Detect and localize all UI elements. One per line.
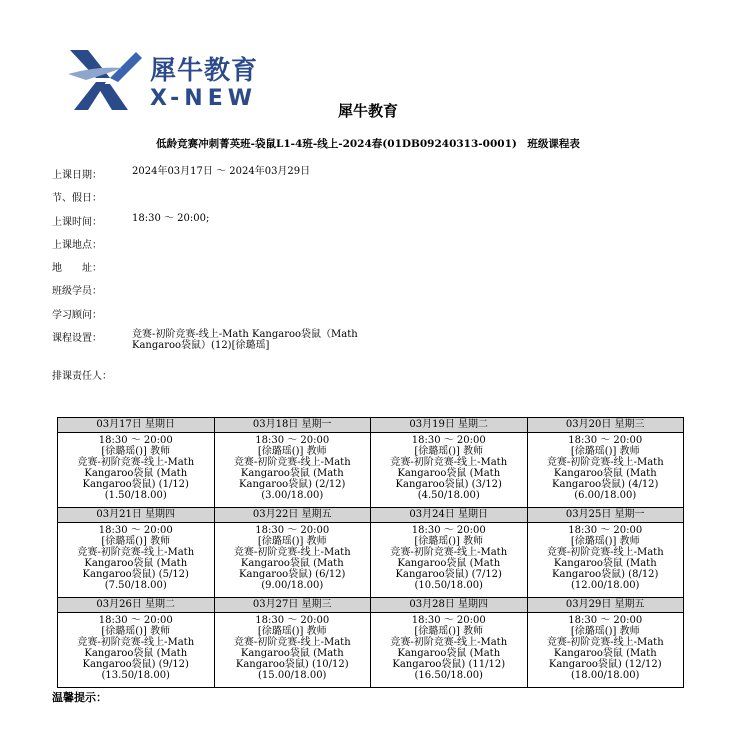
course-line-1: 竞赛-初阶竞赛-线上-Math Kangaroo袋鼠（Math (132, 329, 358, 341)
session-cell (214, 523, 371, 598)
info-row (52, 259, 692, 282)
session-course1: 竞赛-初阶竞赛-线上-Math (233, 547, 351, 558)
session-course3: Kangaroo袋鼠) (6/12) (239, 569, 346, 580)
session-course2: Kangaroo袋鼠 (Math (397, 558, 501, 569)
session-course2: Kangaroo袋鼠 (Math (553, 468, 657, 479)
session-date: 03月20日 星期三 (527, 418, 684, 433)
tip-label: 温馨提示： (52, 691, 107, 704)
session-hours: (1.50/18.00) (104, 490, 167, 501)
session-time: 18:30 ～ 20:00 (255, 435, 330, 446)
session-hours: (3.00/18.00) (261, 490, 324, 501)
session-cell (58, 433, 215, 508)
session-course2: Kangaroo袋鼠 (Math (553, 648, 657, 659)
session-hours: (16.50/18.00) (414, 670, 483, 681)
session-cell (371, 433, 528, 508)
session-course1: 竞赛-初阶竞赛-线上-Math (546, 547, 664, 558)
info-row (52, 236, 692, 259)
session-teacher: [徐璐瑶()] 教师 (414, 446, 484, 457)
session-course1: 竞赛-初阶竞赛-线上-Math (390, 547, 508, 558)
session-hours: (13.50/18.00) (101, 670, 170, 681)
session-course2: Kangaroo袋鼠 (Math (84, 648, 188, 659)
info-label: 排课责任人： (52, 371, 112, 383)
session-time: 18:30 ～ 20:00 (568, 525, 643, 536)
session-date: 03月26日 星期二 (58, 598, 215, 613)
session-teacher: [徐璐瑶()] 教师 (101, 536, 171, 547)
info-row (52, 213, 692, 236)
session-course3: Kangaroo袋鼠) (3/12) (395, 479, 502, 490)
info-row (52, 282, 692, 305)
info-label: 上课地点： (52, 239, 102, 251)
schedule-header-row (58, 508, 684, 523)
schedule-header-row (58, 598, 684, 613)
session-course1: 竞赛-初阶竞赛-线上-Math (233, 457, 351, 468)
session-course1: 竞赛-初阶竞赛-线上-Math (546, 457, 664, 468)
info-label: 班级学员： (52, 286, 102, 298)
brand-sub: X-NEW (150, 86, 258, 111)
info-label: 学习顾问： (52, 309, 102, 321)
info-label: 地 址： (52, 263, 102, 275)
session-teacher: [徐璐瑶()] 教师 (414, 536, 484, 547)
session-hours: (18.00/18.00) (571, 670, 640, 681)
session-date: 03月28日 星期四 (371, 598, 528, 613)
session-date: 03月25日 星期一 (527, 508, 684, 523)
session-time: 18:30 ～ 20:00 (568, 615, 643, 626)
session-course3: Kangaroo袋鼠) (11/12) (392, 659, 506, 670)
session-time: 18:30 ～ 20:00 (411, 615, 486, 626)
session-cell (371, 613, 528, 688)
session-course2: Kangaroo袋鼠 (Math (553, 558, 657, 569)
info-label: 上课时间： (52, 216, 102, 228)
session-teacher: [徐璐瑶()] 教师 (101, 626, 171, 637)
org-name: 犀牛教育 (337, 102, 398, 120)
session-date: 03月18日 星期一 (214, 418, 371, 433)
info-row (52, 329, 692, 367)
info-value (132, 329, 692, 351)
session-course1: 竞赛-初阶竞赛-线上-Math (233, 637, 351, 648)
info-label: 课程设置： (52, 333, 102, 345)
session-course1: 竞赛-初阶竞赛-线上-Math (77, 637, 195, 648)
info-value: 18:30 ～ 20:00; (132, 212, 210, 224)
info-label: 上课日期： (52, 170, 102, 181)
session-cell (527, 523, 684, 598)
session-teacher: [徐璐瑶()] 教师 (414, 626, 484, 637)
brand-name: 犀牛教育 (150, 56, 259, 86)
session-course1: 竞赛-初阶竞赛-线上-Math (546, 637, 664, 648)
session-teacher: [徐璐瑶()] 教师 (101, 446, 171, 457)
session-cell (214, 613, 371, 688)
session-date: 03月29日 星期五 (527, 598, 684, 613)
session-time: 18:30 ～ 20:00 (98, 525, 173, 536)
course-line-2: Kangaroo袋鼠）(12)[徐璐瑶] (132, 340, 270, 352)
session-course2: Kangaroo袋鼠 (Math (84, 558, 188, 569)
info-value: 2024年03月17日 ～ 2024年03月29日 (132, 166, 311, 177)
session-hours: (15.00/18.00) (258, 670, 327, 681)
session-date: 03月19日 星期二 (371, 418, 528, 433)
session-time: 18:30 ～ 20:00 (98, 615, 173, 626)
session-hours: (6.00/18.00) (574, 490, 637, 501)
session-course2: Kangaroo袋鼠 (Math (84, 468, 188, 479)
session-time: 18:30 ～ 20:00 (255, 615, 330, 626)
session-course3: Kangaroo袋鼠) (12/12) (548, 659, 662, 670)
session-hours: (10.50/18.00) (414, 580, 483, 591)
session-cell (58, 613, 215, 688)
session-date: 03月17日 星期日 (58, 418, 215, 433)
session-teacher: [徐璐瑶()] 教师 (570, 446, 640, 457)
session-time: 18:30 ～ 20:00 (411, 525, 486, 536)
session-course3: Kangaroo袋鼠) (7/12) (395, 569, 502, 580)
session-course2: Kangaroo袋鼠 (Math (240, 558, 344, 569)
session-course2: Kangaroo袋鼠 (Math (240, 648, 344, 659)
session-teacher: [徐璐瑶()] 教师 (257, 626, 327, 637)
session-course1: 竞赛-初阶竞赛-线上-Math (77, 457, 195, 468)
info-row (52, 166, 692, 189)
session-cell (527, 613, 684, 688)
session-course2: Kangaroo袋鼠 (Math (397, 648, 501, 659)
session-course1: 竞赛-初阶竞赛-线上-Math (390, 637, 508, 648)
info-label: 节、假日： (52, 193, 102, 205)
session-course1: 竞赛-初阶竞赛-线上-Math (77, 547, 195, 558)
session-date: 03月24日 星期日 (371, 508, 528, 523)
session-cell (58, 523, 215, 598)
session-date: 03月22日 星期五 (214, 508, 371, 523)
session-course3: Kangaroo袋鼠) (4/12) (552, 479, 659, 490)
session-hours: (9.00/18.00) (261, 580, 324, 591)
page-title: 低龄竞赛冲刺菁英班-袋鼠L1-4班-线上-2024春(01DB09240313-0001) 班级课程表 (156, 138, 580, 150)
session-time: 18:30 ～ 20:00 (411, 435, 486, 446)
session-hours: (12.00/18.00) (571, 580, 640, 591)
session-course3: Kangaroo袋鼠) (5/12) (82, 569, 189, 580)
schedule-body-row (58, 433, 684, 508)
session-hours: (7.50/18.00) (104, 580, 167, 591)
session-date: 03月27日 星期三 (214, 598, 371, 613)
session-time: 18:30 ～ 20:00 (98, 435, 173, 446)
session-course2: Kangaroo袋鼠 (Math (397, 468, 501, 479)
session-course1: 竞赛-初阶竞赛-线上-Math (390, 457, 508, 468)
session-cell (371, 523, 528, 598)
session-course3: Kangaroo袋鼠) (1/12) (82, 479, 189, 490)
session-course3: Kangaroo袋鼠) (9/12) (82, 659, 189, 670)
session-teacher: [徐璐瑶()] 教师 (257, 536, 327, 547)
session-cell (214, 433, 371, 508)
session-course3: Kangaroo袋鼠) (2/12) (239, 479, 346, 490)
session-time: 18:30 ～ 20:00 (568, 435, 643, 446)
session-teacher: [徐璐瑶()] 教师 (570, 536, 640, 547)
info-row (52, 189, 692, 212)
class-info (52, 166, 692, 390)
schedule-header-row (58, 418, 684, 433)
info-row (52, 306, 692, 329)
session-course3: Kangaroo袋鼠) (10/12) (235, 659, 349, 670)
schedule-body-row (58, 613, 684, 688)
session-date: 03月21日 星期四 (58, 508, 215, 523)
session-time: 18:30 ～ 20:00 (255, 525, 330, 536)
session-teacher: [徐璐瑶()] 教师 (570, 626, 640, 637)
schedule-body-row (58, 523, 684, 598)
session-teacher: [徐璐瑶()] 教师 (257, 446, 327, 457)
session-course3: Kangaroo袋鼠) (8/12) (552, 569, 659, 580)
session-cell (527, 433, 684, 508)
schedule-grid (57, 417, 684, 688)
info-row (52, 367, 692, 390)
session-hours: (4.50/18.00) (417, 490, 480, 501)
session-course2: Kangaroo袋鼠 (Math (240, 468, 344, 479)
